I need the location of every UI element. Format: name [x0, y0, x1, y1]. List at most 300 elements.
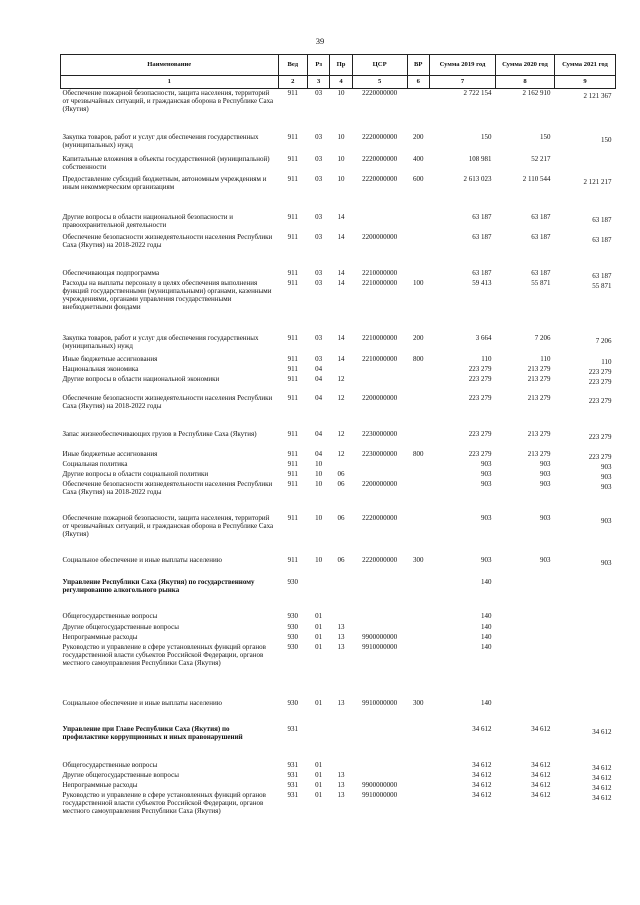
row-sum-2019: 223 279 [468, 429, 492, 438]
row-sum-2020 [496, 643, 555, 699]
row-pr [330, 725, 352, 761]
row-sum-2021: 7 206 [595, 336, 612, 345]
row-sum-2020: 34 612 [531, 790, 551, 799]
row-vr [407, 213, 429, 233]
row-csr: 2210000000 [362, 354, 398, 363]
row-sum-2021: 110 [601, 357, 612, 366]
row-name: Социальное обеспечение и иные выплаты населению [62, 698, 222, 707]
row-ved: 930 [287, 698, 298, 707]
table-row [61, 365, 616, 375]
row-name: Непрограммные расходы [62, 632, 138, 641]
row-ved: 911 [287, 449, 298, 458]
row-sum-2019: 110 [481, 354, 492, 363]
row-sum-2021 [554, 702, 615, 728]
row-csr [352, 612, 407, 623]
row-ved: 931 [287, 790, 298, 799]
row-name: Непрограммные расходы [62, 780, 138, 789]
row-csr: 2210000000 [362, 268, 398, 277]
row-sum-2020: 55 871 [531, 278, 551, 287]
row-csr: 9900000000 [362, 780, 398, 789]
table-row [61, 133, 616, 155]
row-name: Запас жизнеобеспечивающих грузов в Республике Саха (Якутия) [62, 429, 257, 438]
row-sum-2021: 34 612 [592, 727, 612, 736]
row-sum-2020: 34 612 [531, 770, 551, 779]
row-pr: 06 [337, 479, 345, 488]
row-csr [352, 470, 407, 480]
row-rz: 01 [315, 770, 323, 779]
row-sum-2019: 223 279 [468, 393, 492, 402]
row-pr: 10 [337, 174, 345, 183]
row-vr [407, 89, 429, 133]
column-number: 9 [554, 76, 615, 89]
row-rz: 01 [315, 698, 323, 707]
row-rz: 03 [315, 212, 323, 221]
page-number: 39 [315, 36, 325, 46]
row-ved: 931 [287, 724, 298, 733]
row-vr: 600 [413, 174, 424, 183]
row-csr: 2220000000 [362, 154, 398, 163]
row-sum-2019: 223 279 [468, 449, 492, 458]
row-sum-2021 [554, 581, 615, 615]
row-rz: 04 [315, 374, 323, 383]
row-pr: 10 [337, 89, 345, 97]
row-sum-2020: 63 187 [531, 232, 551, 241]
row-csr [352, 460, 407, 470]
row-name: Руководство и управление в сфере установленных функций органов государственной власти субъектов Российской Федерации, органов местного самоуправления Республики Саха (Якутия) [62, 790, 266, 815]
row-vr [407, 480, 429, 514]
row-pr: 13 [337, 770, 345, 779]
row-sum-2021 [554, 626, 615, 636]
column-number: 3 [307, 76, 329, 89]
row-pr [330, 365, 352, 375]
row-rz: 01 [315, 622, 323, 631]
row-name: Национальная экономика [62, 364, 139, 373]
row-vr [407, 781, 429, 791]
row-vr [407, 470, 429, 480]
row-name: Социальное обеспечение и иные выплаты населению [62, 555, 222, 564]
row-ved: 911 [287, 278, 298, 287]
row-sum-2021: 223 279 [588, 377, 612, 386]
row-rz: 01 [315, 632, 323, 641]
row-sum-2019: 2 722 154 [463, 89, 492, 97]
row-sum-2019: 140 [481, 642, 492, 651]
row-rz: 03 [315, 354, 323, 363]
row-csr: 9910000000 [362, 698, 398, 707]
row-sum-2019: 903 [481, 469, 492, 478]
table-row [61, 89, 616, 133]
row-ved: 911 [287, 513, 298, 522]
row-ved: 911 [287, 555, 298, 564]
row-ved: 911 [287, 469, 298, 478]
row-pr [330, 612, 352, 623]
table-row [61, 430, 616, 450]
table-row [61, 623, 616, 633]
row-vr: 800 [413, 449, 424, 458]
table-row [61, 578, 616, 612]
table-row [61, 233, 616, 269]
column-number: 6 [407, 76, 429, 89]
row-sum-2019: 34 612 [472, 790, 492, 799]
row-sum-2020: 7 206 [534, 333, 551, 342]
row-sum-2019: 63 187 [472, 212, 492, 221]
row-ved: 911 [287, 429, 298, 438]
row-name: Управление Республики Саха (Якутия) по государственному регулированию алкогольного рынка [62, 577, 255, 594]
row-sum-2019: 903 [481, 513, 492, 522]
row-sum-2021: 903 [601, 516, 612, 525]
row-sum-2021: 2 121 367 [583, 92, 612, 100]
row-csr: 2220000000 [362, 555, 398, 564]
row-sum-2021: 2 121 217 [583, 177, 612, 186]
row-pr: 14 [337, 232, 345, 241]
row-sum-2021: 223 279 [588, 452, 612, 461]
row-pr [330, 761, 352, 771]
row-sum-2020 [496, 699, 555, 725]
row-vr [407, 643, 429, 699]
row-vr [407, 761, 429, 771]
row-csr: 9910000000 [362, 642, 398, 651]
row-pr: 06 [337, 555, 345, 564]
row-ved: 930 [287, 577, 298, 586]
row-csr: 9900000000 [362, 632, 398, 641]
row-sum-2019: 63 187 [472, 268, 492, 277]
column-number: 2 [278, 76, 307, 89]
row-name: Другие вопросы в области национальной безопасности и правоохранительной деятельности [62, 212, 233, 229]
row-sum-2020 [496, 612, 555, 623]
row-csr: 9910000000 [362, 790, 398, 799]
row-ved: 911 [287, 354, 298, 363]
table-row [61, 556, 616, 578]
row-name: Другие вопросы в области национальной экономики [62, 374, 220, 383]
row-sum-2019: 34 612 [472, 780, 492, 789]
row-sum-2019: 140 [481, 698, 492, 707]
row-ved: 930 [287, 622, 298, 631]
row-sum-2021 [554, 158, 615, 178]
row-sum-2019: 903 [481, 459, 492, 468]
row-name: Другие общегосударственные вопросы [62, 770, 179, 779]
row-vr [407, 791, 429, 835]
row-pr: 13 [337, 698, 345, 707]
row-sum-2021: 63 187 [592, 271, 612, 280]
row-pr [330, 578, 352, 612]
row-sum-2020: 903 [539, 513, 551, 522]
row-sum-2019: 223 279 [468, 364, 492, 373]
row-sum-2020: 110 [540, 354, 551, 363]
table-row [61, 394, 616, 430]
row-vr [407, 430, 429, 450]
row-sum-2021: 223 279 [588, 367, 612, 376]
row-sum-2019: 34 612 [472, 724, 492, 733]
row-ved: 930 [287, 642, 298, 651]
header-sum-2021: Сумма 2021 год [554, 55, 615, 76]
row-csr [352, 365, 407, 375]
row-name: Капитальные вложения в объекты государственной (муниципальной) собственности [62, 154, 270, 171]
row-pr: 13 [337, 632, 345, 641]
row-sum-2019: 34 612 [472, 770, 492, 779]
row-sum-2019: 140 [481, 577, 492, 586]
row-pr: 10 [337, 154, 345, 163]
table-row [61, 771, 616, 781]
row-pr: 13 [337, 780, 345, 789]
header-row [61, 55, 616, 76]
table-row [61, 791, 616, 835]
row-ved: 911 [287, 393, 298, 402]
row-pr: 13 [337, 790, 345, 799]
row-sum-2020: 213 279 [527, 449, 551, 458]
row-sum-2020: 213 279 [527, 374, 551, 383]
row-sum-2020: 150 [539, 132, 551, 141]
row-rz: 01 [315, 780, 323, 789]
row-csr [352, 213, 407, 233]
row-rz: 03 [315, 333, 323, 342]
row-csr: 2200000000 [362, 479, 398, 488]
row-pr: 06 [337, 513, 345, 522]
row-rz: 10 [315, 555, 323, 564]
row-rz: 10 [315, 459, 323, 468]
row-ved: 911 [287, 132, 298, 141]
table-row [61, 355, 616, 365]
row-sum-2020: 903 [539, 459, 551, 468]
row-name: Расходы на выплаты персоналу в целях обеспечения выполнения функций государственными (муниципальными) органами, казенными учреждениями, органами управления государственными внебюджетными фондами [62, 278, 272, 312]
row-ved: 911 [287, 268, 298, 277]
row-ved: 931 [287, 780, 298, 789]
row-sum-2021: 223 279 [588, 396, 612, 405]
table-row [61, 375, 616, 394]
row-sum-2021: 34 612 [592, 783, 612, 792]
row-sum-2020 [496, 578, 555, 612]
row-name: Обеспечение пожарной безопасности, защита населения, территорий от чрезвычайных ситуаций, и гражданская оборона в Республике Саха (Якутия) [62, 89, 274, 114]
table-row [61, 213, 616, 233]
row-pr: 14 [337, 333, 345, 342]
table-row [61, 470, 616, 480]
row-rz: 04 [315, 393, 323, 402]
row-name: Закупка товаров, работ и услуг для обеспечения государственных (муниципальных) нужд [62, 132, 259, 149]
row-csr [352, 578, 407, 612]
row-sum-2021: 63 187 [592, 235, 612, 244]
row-sum-2020 [496, 623, 555, 633]
row-ved: 930 [287, 611, 298, 620]
row-sum-2019: 140 [481, 622, 492, 631]
row-csr [352, 725, 407, 761]
column-number: 1 [61, 76, 279, 89]
table-row [61, 480, 616, 514]
row-ved: 911 [287, 333, 298, 342]
row-ved: 911 [287, 232, 298, 241]
row-csr: 2230000000 [362, 449, 398, 458]
row-sum-2019: 903 [481, 555, 492, 564]
header-csr: ЦСР [352, 55, 407, 76]
budget-table [60, 54, 616, 835]
row-ved: 911 [287, 459, 298, 468]
row-sum-2021: 903 [601, 472, 612, 481]
row-sum-2020: 903 [539, 479, 551, 488]
row-pr: 12 [337, 429, 345, 438]
row-rz: 04 [315, 429, 323, 438]
column-number: 7 [429, 76, 495, 89]
row-sum-2019: 140 [481, 632, 492, 641]
table-row [61, 460, 616, 470]
header-vr: ВР [407, 55, 429, 76]
row-sum-2021 [554, 636, 615, 646]
row-csr: 2220000000 [362, 174, 398, 183]
row-sum-2020: 213 279 [527, 393, 551, 402]
row-sum-2021: 55 871 [592, 281, 612, 290]
row-pr: 12 [337, 393, 345, 402]
row-pr: 14 [337, 278, 345, 287]
row-sum-2021: 34 612 [592, 763, 612, 772]
row-vr [407, 460, 429, 470]
row-vr: 300 [413, 698, 424, 707]
row-vr [407, 725, 429, 761]
row-csr: 2210000000 [362, 278, 398, 287]
row-name: Социальная политика [62, 459, 128, 468]
row-name: Обеспечение безопасности жизнедеятельности населения Республики Саха (Якутия) на 2018-2022 годы [62, 393, 273, 410]
row-rz: 01 [315, 790, 323, 799]
row-rz [307, 578, 329, 612]
row-name: Руководство и управление в сфере установленных функций органов государственной власти субъектов Российской Федерации, органов местного самоуправления Республики Саха (Якутия) [62, 642, 266, 667]
row-sum-2019: 150 [481, 132, 492, 141]
row-ved: 931 [287, 770, 298, 779]
row-sum-2019: 59 413 [472, 278, 492, 287]
row-csr: 2220000000 [362, 513, 398, 522]
row-rz: 10 [315, 513, 323, 522]
row-rz: 03 [315, 174, 323, 183]
row-name: Обеспечивающая подпрограмма [62, 268, 160, 277]
table-body [61, 89, 616, 835]
row-pr: 12 [337, 449, 345, 458]
row-sum-2021: 903 [601, 482, 612, 491]
table-row [61, 269, 616, 279]
column-number: 8 [496, 76, 555, 89]
row-name: Обеспечение безопасности жизнедеятельности населения Республики Саха (Якутия) на 2018-2022 годы [62, 479, 273, 496]
row-sum-2019: 34 612 [472, 760, 492, 769]
row-sum-2019: 3 664 [475, 333, 492, 342]
row-sum-2021: 63 187 [592, 215, 612, 224]
row-sum-2020: 52 217 [531, 154, 551, 163]
table-row [61, 175, 616, 213]
row-sum-2019: 2 613 023 [463, 174, 492, 183]
row-ved: 911 [287, 154, 298, 163]
row-name: Другие общегосударственные вопросы [62, 622, 179, 631]
row-vr [407, 269, 429, 279]
row-ved: 911 [287, 212, 298, 221]
row-sum-2020: 34 612 [531, 760, 551, 769]
header-ved: Вед [278, 55, 307, 76]
row-vr [407, 514, 429, 556]
row-rz: 10 [315, 469, 323, 478]
row-sum-2020: 213 279 [527, 429, 551, 438]
row-sum-2020: 63 187 [531, 268, 551, 277]
row-csr: 2220000000 [362, 132, 398, 141]
row-sum-2021: 34 612 [592, 793, 612, 802]
row-sum-2020: 2 162 910 [522, 89, 551, 97]
row-rz: 04 [315, 364, 323, 373]
table-row [61, 633, 616, 643]
row-vr [407, 365, 429, 375]
row-pr: 06 [337, 469, 345, 478]
row-ved: 931 [287, 760, 298, 769]
row-vr: 100 [413, 278, 424, 287]
column-number-row [61, 76, 616, 89]
row-sum-2019: 108 981 [468, 154, 492, 163]
row-name: Другие вопросы в области социальной политики [62, 469, 209, 478]
row-sum-2019: 63 187 [472, 232, 492, 241]
table-row [61, 155, 616, 175]
row-name: Обеспечение пожарной безопасности, защита населения, территорий от чрезвычайных ситуаций, и гражданская оборона в Республике Саха (Якутия) [62, 513, 274, 538]
row-csr: 2220000000 [362, 89, 398, 97]
row-rz: 03 [315, 232, 323, 241]
row-sum-2021: 150 [601, 135, 612, 144]
row-sum-2020: 213 279 [527, 364, 551, 373]
row-sum-2020: 903 [539, 469, 551, 478]
row-rz [307, 725, 329, 761]
row-name: Управление при Главе Республики Саха (Якутия) по профилактике коррупционных и иных правонарушений [62, 724, 243, 741]
row-rz: 04 [315, 449, 323, 458]
header-sum-2020: Сумма 2020 год [496, 55, 555, 76]
row-rz: 01 [315, 642, 323, 651]
row-sum-2021 [554, 615, 615, 626]
row-vr [407, 633, 429, 643]
row-rz: 10 [315, 479, 323, 488]
table-row [61, 334, 616, 355]
row-sum-2020: 903 [539, 555, 551, 564]
row-csr [352, 771, 407, 781]
header-name: Наименование [61, 55, 279, 76]
row-vr: 300 [413, 555, 424, 564]
header-sum-2019: Сумма 2019 год [429, 55, 495, 76]
row-ved: 911 [287, 479, 298, 488]
row-sum-2019: 223 279 [468, 374, 492, 383]
table-row [61, 279, 616, 334]
row-pr: 13 [337, 622, 345, 631]
row-sum-2021 [554, 646, 615, 702]
row-pr: 14 [337, 354, 345, 363]
row-pr: 13 [337, 642, 345, 651]
table-row [61, 761, 616, 771]
row-name: Общегосударственные вопросы [62, 760, 158, 769]
row-csr [352, 375, 407, 394]
row-rz: 03 [315, 89, 323, 97]
row-vr [407, 612, 429, 623]
row-rz: 03 [315, 154, 323, 163]
row-pr [330, 460, 352, 470]
row-vr: 200 [413, 132, 424, 141]
table-row [61, 612, 616, 623]
row-sum-2021: 223 279 [588, 432, 612, 441]
row-name: Общегосударственные вопросы [62, 611, 158, 620]
table-row [61, 699, 616, 725]
table-row [61, 450, 616, 460]
row-ved: 911 [287, 364, 298, 373]
row-rz: 03 [315, 278, 323, 287]
column-number: 5 [352, 76, 407, 89]
row-rz: 01 [315, 760, 323, 769]
row-vr [407, 394, 429, 430]
row-vr: 400 [413, 154, 424, 163]
row-pr: 12 [337, 374, 345, 383]
row-name: Обеспечение безопасности жизнедеятельности населения Республики Саха (Якутия) на 2018-2022 годы [62, 232, 273, 249]
row-csr [352, 623, 407, 633]
row-ved: 911 [287, 374, 298, 383]
header-rz: Рз [307, 55, 329, 76]
row-vr: 200 [413, 333, 424, 342]
row-rz: 01 [315, 611, 323, 620]
row-csr: 2200000000 [362, 232, 398, 241]
row-rz: 03 [315, 132, 323, 141]
row-vr [407, 623, 429, 633]
row-pr: 14 [337, 212, 345, 221]
row-vr [407, 578, 429, 612]
row-sum-2020: 2 110 544 [522, 174, 551, 183]
